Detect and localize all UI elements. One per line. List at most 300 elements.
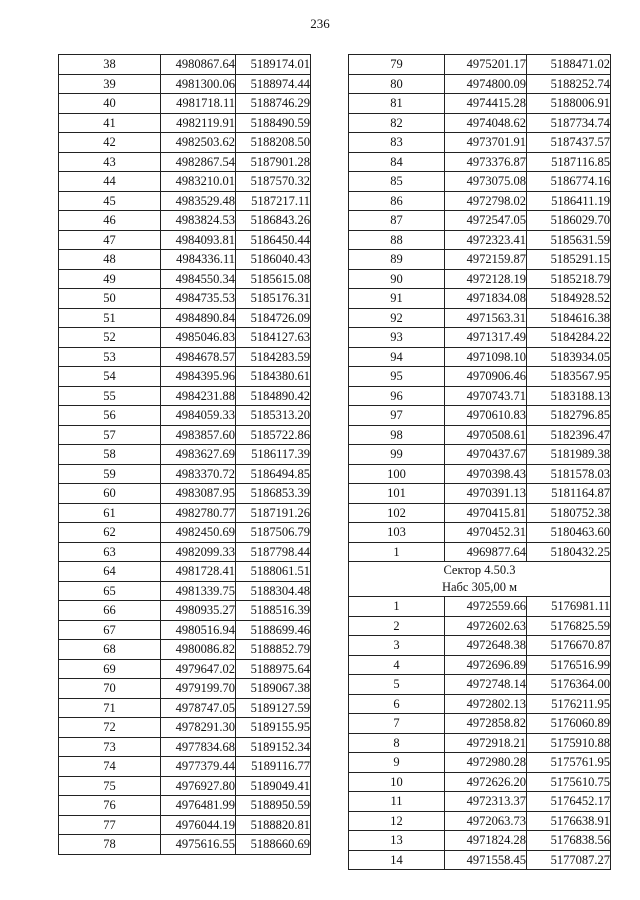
- table-row: [349, 55, 611, 75]
- point-number-cell: 59: [59, 464, 161, 484]
- sector-header: [349, 562, 611, 597]
- y-coordinate-cell: 5188746.29: [236, 94, 311, 114]
- y-coordinate-cell: 5176452.17: [527, 792, 611, 812]
- x-coordinate-cell: 4984093.81: [161, 230, 236, 250]
- table-row: [59, 386, 311, 406]
- x-coordinate-cell: 4984395.96: [161, 367, 236, 387]
- x-coordinate-cell: 4983529.48: [161, 191, 236, 211]
- point-number-cell: 103: [349, 523, 445, 543]
- y-coordinate-cell: 5188252.74: [527, 74, 611, 94]
- x-coordinate-cell: 4974415.28: [445, 94, 527, 114]
- sector-subtitle: Набс 305,00 м: [441, 580, 518, 594]
- point-number-cell: 39: [59, 74, 161, 94]
- y-coordinate-cell: 5188208.50: [236, 133, 311, 153]
- x-coordinate-cell: 4984059.33: [161, 406, 236, 426]
- point-number-cell: 86: [349, 191, 445, 211]
- y-coordinate-cell: 5188061.51: [236, 562, 311, 582]
- point-number-cell: 63: [59, 542, 161, 562]
- y-coordinate-cell: 5189049.41: [236, 776, 311, 796]
- table-row: [349, 484, 611, 504]
- x-coordinate-cell: 4972802.13: [445, 694, 527, 714]
- x-coordinate-cell: 4972602.63: [445, 616, 527, 636]
- x-coordinate-cell: 4976481.99: [161, 796, 236, 816]
- y-coordinate-cell: 5184616.38: [527, 308, 611, 328]
- point-number-cell: 42: [59, 133, 161, 153]
- x-coordinate-cell: 4970437.67: [445, 445, 527, 465]
- y-coordinate-cell: 5176364.00: [527, 675, 611, 695]
- y-coordinate-cell: 5188660.69: [236, 835, 311, 855]
- point-number-cell: 94: [349, 347, 445, 367]
- point-number-cell: 3: [349, 636, 445, 656]
- table-row: [59, 620, 311, 640]
- x-coordinate-cell: 4972128.19: [445, 269, 527, 289]
- y-coordinate-cell: 5189174.01: [236, 55, 311, 75]
- point-number-cell: 48: [59, 250, 161, 270]
- table-row: [59, 464, 311, 484]
- point-number-cell: 80: [349, 74, 445, 94]
- point-number-cell: 97: [349, 406, 445, 426]
- y-coordinate-cell: 5185615.08: [236, 269, 311, 289]
- point-number-cell: 65: [59, 581, 161, 601]
- table-row: [349, 328, 611, 348]
- x-coordinate-cell: 4970743.71: [445, 386, 527, 406]
- table-row: [59, 367, 311, 387]
- point-number-cell: 89: [349, 250, 445, 270]
- y-coordinate-cell: 5188852.79: [236, 640, 311, 660]
- y-coordinate-cell: 5185291.15: [527, 250, 611, 270]
- point-number-cell: 4: [349, 655, 445, 675]
- y-coordinate-cell: 5181578.03: [527, 464, 611, 484]
- x-coordinate-cell: 4970610.83: [445, 406, 527, 426]
- table-row: [349, 850, 611, 870]
- x-coordinate-cell: 4971834.08: [445, 289, 527, 309]
- y-coordinate-cell: 5186117.39: [236, 445, 311, 465]
- x-coordinate-cell: 4981339.75: [161, 581, 236, 601]
- x-coordinate-cell: 4973701.91: [445, 133, 527, 153]
- y-coordinate-cell: 5188820.81: [236, 815, 311, 835]
- y-coordinate-cell: 5187191.26: [236, 503, 311, 523]
- x-coordinate-cell: 4972798.02: [445, 191, 527, 211]
- point-number-cell: 52: [59, 328, 161, 348]
- x-coordinate-cell: 4971317.49: [445, 328, 527, 348]
- y-coordinate-cell: 5185631.59: [527, 230, 611, 250]
- y-coordinate-cell: 5185218.79: [527, 269, 611, 289]
- point-number-cell: 68: [59, 640, 161, 660]
- table-row: [59, 757, 311, 777]
- x-coordinate-cell: 4970415.81: [445, 503, 527, 523]
- point-number-cell: 75: [59, 776, 161, 796]
- y-coordinate-cell: 5183188.13: [527, 386, 611, 406]
- x-coordinate-cell: 4972559.66: [445, 597, 527, 617]
- x-coordinate-cell: 4977834.68: [161, 737, 236, 757]
- y-coordinate-cell: 5189127.59: [236, 698, 311, 718]
- table-row: [349, 772, 611, 792]
- table-row: [349, 675, 611, 695]
- table-row: [349, 133, 611, 153]
- table-row: [59, 347, 311, 367]
- x-coordinate-cell: 4972918.21: [445, 733, 527, 753]
- table-row: [59, 191, 311, 211]
- point-number-cell: 64: [59, 562, 161, 582]
- point-number-cell: 8: [349, 733, 445, 753]
- x-coordinate-cell: 4972696.89: [445, 655, 527, 675]
- table-row: [59, 172, 311, 192]
- point-number-cell: 101: [349, 484, 445, 504]
- x-coordinate-cell: 4972748.14: [445, 675, 527, 695]
- point-number-cell: 77: [59, 815, 161, 835]
- point-number-cell: 6: [349, 694, 445, 714]
- y-coordinate-cell: 5185313.20: [236, 406, 311, 426]
- x-coordinate-cell: 4982119.91: [161, 113, 236, 133]
- x-coordinate-cell: 4980935.27: [161, 601, 236, 621]
- point-number-cell: 90: [349, 269, 445, 289]
- table-row: [59, 250, 311, 270]
- table-row: [349, 753, 611, 773]
- x-coordinate-cell: 4971098.10: [445, 347, 527, 367]
- y-coordinate-cell: 5189152.34: [236, 737, 311, 757]
- x-coordinate-cell: 4972980.28: [445, 753, 527, 773]
- x-coordinate-cell: 4970452.31: [445, 523, 527, 543]
- y-coordinate-cell: 5184127.63: [236, 328, 311, 348]
- x-coordinate-cell: 4980867.64: [161, 55, 236, 75]
- point-number-cell: 93: [349, 328, 445, 348]
- x-coordinate-cell: 4972063.73: [445, 811, 527, 831]
- point-number-cell: 44: [59, 172, 161, 192]
- x-coordinate-cell: 4971563.31: [445, 308, 527, 328]
- point-number-cell: 79: [349, 55, 445, 75]
- x-coordinate-cell: 4970391.13: [445, 484, 527, 504]
- point-number-cell: 54: [59, 367, 161, 387]
- y-coordinate-cell: 5184283.59: [236, 347, 311, 367]
- x-coordinate-cell: 4975616.55: [161, 835, 236, 855]
- point-number-cell: 41: [59, 113, 161, 133]
- point-number-cell: 51: [59, 308, 161, 328]
- table-row: [59, 796, 311, 816]
- x-coordinate-cell: 4980516.94: [161, 620, 236, 640]
- y-coordinate-cell: 5188471.02: [527, 55, 611, 75]
- point-number-cell: 38: [59, 55, 161, 75]
- table-row: [349, 616, 611, 636]
- y-coordinate-cell: 5181164.87: [527, 484, 611, 504]
- point-number-cell: 13: [349, 831, 445, 851]
- x-coordinate-cell: 4970398.43: [445, 464, 527, 484]
- point-number-cell: 74: [59, 757, 161, 777]
- point-number-cell: 70: [59, 679, 161, 699]
- point-number-cell: 82: [349, 113, 445, 133]
- table-row: [349, 714, 611, 734]
- table-row: [59, 328, 311, 348]
- y-coordinate-cell: 5182796.85: [527, 406, 611, 426]
- x-coordinate-cell: 4981728.41: [161, 562, 236, 582]
- table-row: [349, 503, 611, 523]
- x-coordinate-cell: 4971824.28: [445, 831, 527, 851]
- table-row: [59, 445, 311, 465]
- y-coordinate-cell: 5176838.56: [527, 831, 611, 851]
- table-row: [59, 542, 311, 562]
- y-coordinate-cell: 5176211.95: [527, 694, 611, 714]
- point-number-cell: 95: [349, 367, 445, 387]
- point-number-cell: 67: [59, 620, 161, 640]
- x-coordinate-cell: 4983627.69: [161, 445, 236, 465]
- table-row: [59, 698, 311, 718]
- point-number-cell: 78: [59, 835, 161, 855]
- point-number-cell: 57: [59, 425, 161, 445]
- x-coordinate-cell: 4984890.84: [161, 308, 236, 328]
- table-row: [59, 503, 311, 523]
- x-coordinate-cell: 4982503.62: [161, 133, 236, 153]
- table-row: [59, 776, 311, 796]
- x-coordinate-cell: 4980086.82: [161, 640, 236, 660]
- table-row: [59, 211, 311, 231]
- y-coordinate-cell: 5185722.86: [236, 425, 311, 445]
- y-coordinate-cell: 5176825.59: [527, 616, 611, 636]
- y-coordinate-cell: 5185176.31: [236, 289, 311, 309]
- point-number-cell: 11: [349, 792, 445, 812]
- table-row: [349, 367, 611, 387]
- point-number-cell: 10: [349, 772, 445, 792]
- table-row: [349, 655, 611, 675]
- coordinates-table-left: [58, 54, 311, 855]
- table-row: [59, 269, 311, 289]
- table-row: [349, 113, 611, 133]
- y-coordinate-cell: 5181989.38: [527, 445, 611, 465]
- table-row: [59, 640, 311, 660]
- table-row: [59, 484, 311, 504]
- x-coordinate-cell: 4969877.64: [445, 542, 527, 562]
- table-row: [59, 308, 311, 328]
- y-coordinate-cell: 5176516.99: [527, 655, 611, 675]
- point-number-cell: 43: [59, 152, 161, 172]
- table-row: [349, 694, 611, 714]
- point-number-cell: 76: [59, 796, 161, 816]
- x-coordinate-cell: 4978291.30: [161, 718, 236, 738]
- y-coordinate-cell: 5182396.47: [527, 425, 611, 445]
- table-row: [349, 597, 611, 617]
- x-coordinate-cell: 4984231.88: [161, 386, 236, 406]
- y-coordinate-cell: 5189067.38: [236, 679, 311, 699]
- x-coordinate-cell: 4979199.70: [161, 679, 236, 699]
- table-row: [349, 250, 611, 270]
- point-number-cell: 1: [349, 597, 445, 617]
- x-coordinate-cell: 4983857.60: [161, 425, 236, 445]
- table-row: [349, 308, 611, 328]
- y-coordinate-cell: 5188516.39: [236, 601, 311, 621]
- table-row: [349, 811, 611, 831]
- table-row: [349, 211, 611, 231]
- point-number-cell: 81: [349, 94, 445, 114]
- x-coordinate-cell: 4983087.95: [161, 484, 236, 504]
- point-number-cell: 55: [59, 386, 161, 406]
- point-number-cell: 88: [349, 230, 445, 250]
- table-row: [59, 835, 311, 855]
- sector-header-row: [349, 562, 611, 597]
- x-coordinate-cell: 4981718.11: [161, 94, 236, 114]
- point-number-cell: 2: [349, 616, 445, 636]
- y-coordinate-cell: 5180463.60: [527, 523, 611, 543]
- point-number-cell: 60: [59, 484, 161, 504]
- table-row: [59, 289, 311, 309]
- y-coordinate-cell: 5187506.79: [236, 523, 311, 543]
- x-coordinate-cell: 4984336.11: [161, 250, 236, 270]
- point-number-cell: 58: [59, 445, 161, 465]
- y-coordinate-cell: 5186853.39: [236, 484, 311, 504]
- x-coordinate-cell: 4973075.08: [445, 172, 527, 192]
- point-number-cell: 85: [349, 172, 445, 192]
- point-number-cell: 102: [349, 503, 445, 523]
- point-number-cell: 83: [349, 133, 445, 153]
- sector-title: Сектор 4.50.3: [443, 563, 516, 577]
- x-coordinate-cell: 4982099.33: [161, 542, 236, 562]
- x-coordinate-cell: 4981300.06: [161, 74, 236, 94]
- y-coordinate-cell: 5188699.46: [236, 620, 311, 640]
- point-number-cell: 71: [59, 698, 161, 718]
- point-number-cell: 99: [349, 445, 445, 465]
- table-row: [59, 679, 311, 699]
- point-number-cell: 73: [59, 737, 161, 757]
- point-number-cell: 46: [59, 211, 161, 231]
- y-coordinate-cell: 5188950.59: [236, 796, 311, 816]
- x-coordinate-cell: 4972648.38: [445, 636, 527, 656]
- x-coordinate-cell: 4973376.87: [445, 152, 527, 172]
- table-row: [349, 347, 611, 367]
- point-number-cell: 96: [349, 386, 445, 406]
- point-number-cell: 56: [59, 406, 161, 426]
- table-row: [59, 659, 311, 679]
- table-row: [349, 792, 611, 812]
- table-row: [59, 406, 311, 426]
- x-coordinate-cell: 4984735.53: [161, 289, 236, 309]
- point-number-cell: 91: [349, 289, 445, 309]
- table-row: [349, 191, 611, 211]
- y-coordinate-cell: 5187217.11: [236, 191, 311, 211]
- x-coordinate-cell: 4978747.05: [161, 698, 236, 718]
- table-row: [59, 230, 311, 250]
- point-number-cell: 49: [59, 269, 161, 289]
- point-number-cell: 47: [59, 230, 161, 250]
- y-coordinate-cell: 5175610.75: [527, 772, 611, 792]
- point-number-cell: 84: [349, 152, 445, 172]
- x-coordinate-cell: 4976044.19: [161, 815, 236, 835]
- table-row: [59, 523, 311, 543]
- table-row: [349, 269, 611, 289]
- x-coordinate-cell: 4977379.44: [161, 757, 236, 777]
- x-coordinate-cell: 4970508.61: [445, 425, 527, 445]
- y-coordinate-cell: 5184380.61: [236, 367, 311, 387]
- table-row: [349, 289, 611, 309]
- table-row: [59, 425, 311, 445]
- x-coordinate-cell: 4983824.53: [161, 211, 236, 231]
- y-coordinate-cell: 5187798.44: [236, 542, 311, 562]
- y-coordinate-cell: 5187570.32: [236, 172, 311, 192]
- table-row: [59, 562, 311, 582]
- point-number-cell: 45: [59, 191, 161, 211]
- y-coordinate-cell: 5186774.16: [527, 172, 611, 192]
- point-number-cell: 7: [349, 714, 445, 734]
- x-coordinate-cell: 4984678.57: [161, 347, 236, 367]
- table-row: [349, 733, 611, 753]
- table-row: [349, 636, 611, 656]
- y-coordinate-cell: 5188490.59: [236, 113, 311, 133]
- table-row: [59, 601, 311, 621]
- table-row: [59, 737, 311, 757]
- y-coordinate-cell: 5176638.91: [527, 811, 611, 831]
- table-row: [349, 152, 611, 172]
- y-coordinate-cell: 5184928.52: [527, 289, 611, 309]
- page-number: 236: [310, 16, 330, 31]
- table-row: [349, 386, 611, 406]
- table-row: [59, 581, 311, 601]
- table-row: [59, 113, 311, 133]
- y-coordinate-cell: 5184890.42: [236, 386, 311, 406]
- point-number-cell: 62: [59, 523, 161, 543]
- x-coordinate-cell: 4974800.09: [445, 74, 527, 94]
- y-coordinate-cell: 5189155.95: [236, 718, 311, 738]
- x-coordinate-cell: 4972159.87: [445, 250, 527, 270]
- table-row: [349, 464, 611, 484]
- point-number-cell: 1: [349, 542, 445, 562]
- table-row: [349, 172, 611, 192]
- y-coordinate-cell: 5177087.27: [527, 850, 611, 870]
- x-coordinate-cell: 4984550.34: [161, 269, 236, 289]
- y-coordinate-cell: 5188006.91: [527, 94, 611, 114]
- y-coordinate-cell: 5187116.85: [527, 152, 611, 172]
- table-row: [59, 74, 311, 94]
- point-number-cell: 12: [349, 811, 445, 831]
- y-coordinate-cell: 5176670.87: [527, 636, 611, 656]
- y-coordinate-cell: 5175910.88: [527, 733, 611, 753]
- point-number-cell: 14: [349, 850, 445, 870]
- x-coordinate-cell: 4983370.72: [161, 464, 236, 484]
- x-coordinate-cell: 4972323.41: [445, 230, 527, 250]
- point-number-cell: 9: [349, 753, 445, 773]
- table-row: [349, 406, 611, 426]
- point-number-cell: 69: [59, 659, 161, 679]
- x-coordinate-cell: 4982780.77: [161, 503, 236, 523]
- table-row: [59, 133, 311, 153]
- point-number-cell: 98: [349, 425, 445, 445]
- y-coordinate-cell: 5187437.57: [527, 133, 611, 153]
- table-row: [59, 55, 311, 75]
- y-coordinate-cell: 5188975.64: [236, 659, 311, 679]
- x-coordinate-cell: 4985046.83: [161, 328, 236, 348]
- point-number-cell: 92: [349, 308, 445, 328]
- table-row: [349, 831, 611, 851]
- table-row: [349, 542, 611, 562]
- point-number-cell: 66: [59, 601, 161, 621]
- y-coordinate-cell: 5175761.95: [527, 753, 611, 773]
- y-coordinate-cell: 5176060.89: [527, 714, 611, 734]
- table-row: [59, 152, 311, 172]
- point-number-cell: 72: [59, 718, 161, 738]
- x-coordinate-cell: 4983210.01: [161, 172, 236, 192]
- y-coordinate-cell: 5176981.11: [527, 597, 611, 617]
- y-coordinate-cell: 5186040.43: [236, 250, 311, 270]
- x-coordinate-cell: 4972547.05: [445, 211, 527, 231]
- table-row: [349, 425, 611, 445]
- y-coordinate-cell: 5188304.48: [236, 581, 311, 601]
- table-row: [349, 523, 611, 543]
- y-coordinate-cell: 5188974.44: [236, 74, 311, 94]
- table-row: [349, 445, 611, 465]
- y-coordinate-cell: 5186450.44: [236, 230, 311, 250]
- x-coordinate-cell: 4975201.17: [445, 55, 527, 75]
- coordinates-table-right: [348, 54, 611, 870]
- x-coordinate-cell: 4982867.54: [161, 152, 236, 172]
- table-row: [349, 230, 611, 250]
- point-number-cell: 61: [59, 503, 161, 523]
- point-number-cell: 100: [349, 464, 445, 484]
- y-coordinate-cell: 5186029.70: [527, 211, 611, 231]
